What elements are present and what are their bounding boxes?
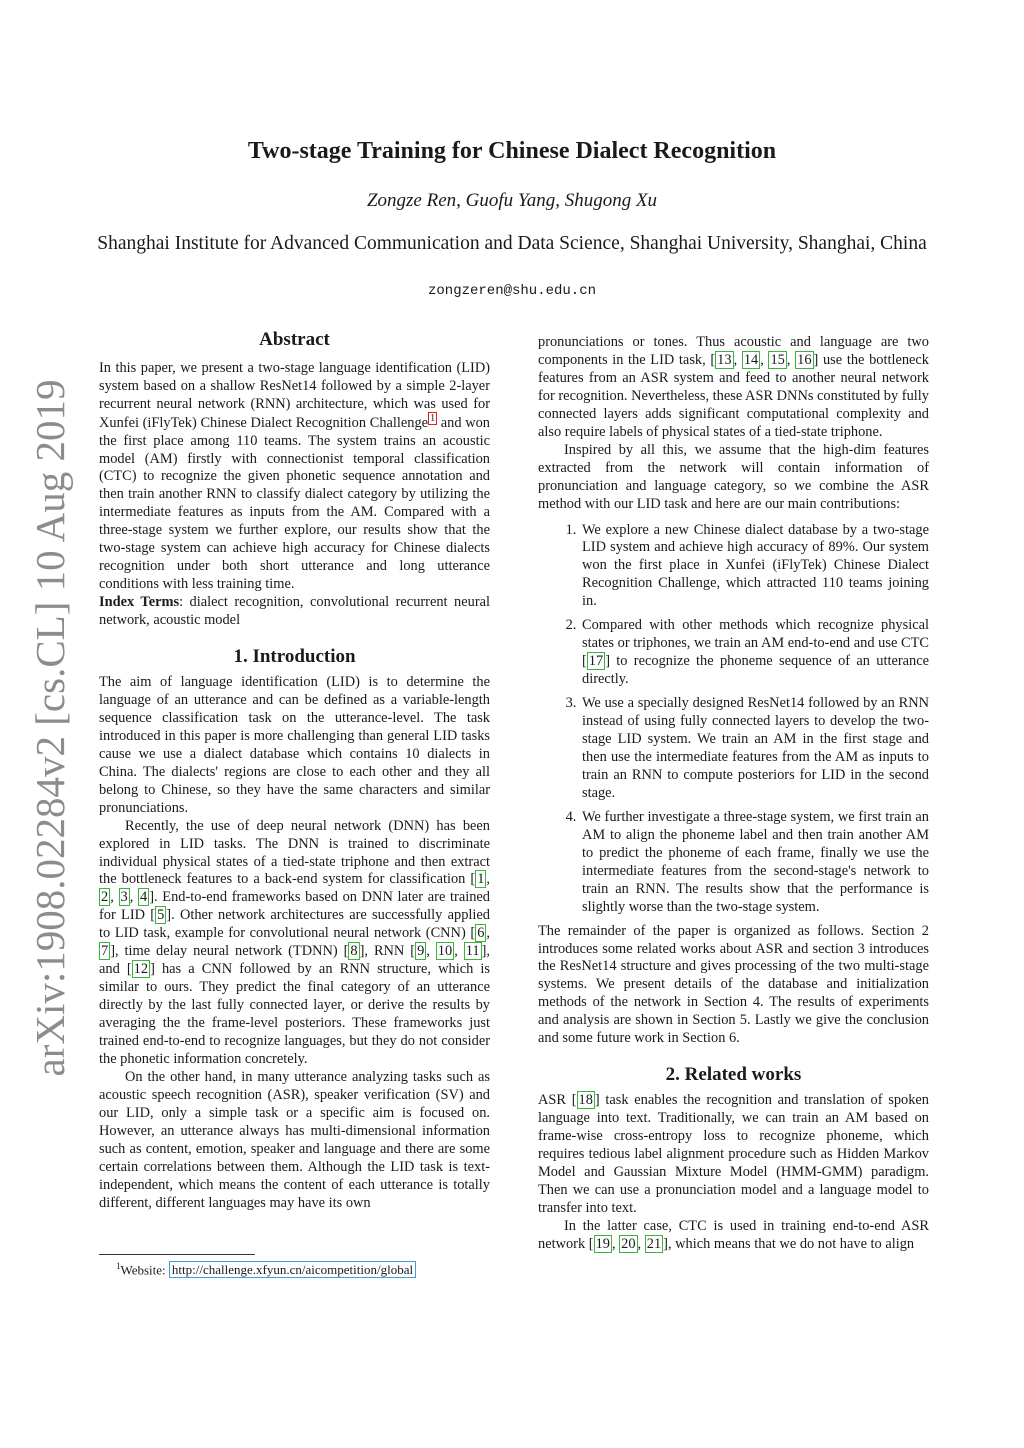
citation-link[interactable]: 17 — [588, 653, 604, 670]
citation-link[interactable]: 19 — [595, 1235, 610, 1252]
intro-paragraph-3: On the other hand, in many utterance analyzing tasks such as acoustic speech recognition (ASR), speaker verification (SV) and our LID, only a simple task or a specific aim is focused on. However, an utterance always has multi-dimensional information such as content, emotion, speaker and language and there are some certain correlations between them. Although the LID task is text-independent, which means the content of each utterance is totally different, different languages may have its own — [99, 1068, 490, 1211]
list-item: 2. Compared with other methods which recognize physical states or triphones, we train an AM end-to-end and use CTC [ 17 ] to recognize the phoneme sequence of an utterance directly. — [580, 617, 929, 689]
citation-link[interactable]: 4 — [140, 889, 148, 906]
abstract-text: In this paper, we present a two-stage language identification (LID) system based on a shallow ResNet14 followed by a simple 2-layer recurrent neural network (RNN) architecture, which was used for Xunfei (iFlyTek) Chinese Dialect Recognition Challenge $^1$ and won the first place among 110 teams. The system trains an acoustic model (AM) firstly with connectionist temporal classification (CTC) to recognize the given phonetic sequence annotation and then train another RNN to classify dialect category by utilizing the intermediate features as inputs from the AM. Compared with a three-stage system we further explore, our results show that the two-stage system can achieve high accuracy for Chinese dialects recognition under both short utterance and long utterance conditions with less training time. — [99, 359, 490, 593]
intro-paragraph-1: The aim of language identification (LID) is to determine the language of an utterance and can be defined as a variable-length sequence classification task on the utterance-level. The task introduced in this paper is more challenging than general LID tasks cause we use a dialect database which contains 10 dialects in China. The dialects' regions are close to each other and they all belong to Chinese, so they have the same characters and similar pronunciations. — [99, 674, 490, 816]
citation-link[interactable]: 10 — [437, 943, 453, 960]
citation-link[interactable]: 2 — [101, 889, 109, 906]
citation-link[interactable]: 14 — [743, 351, 759, 368]
citation-link[interactable]: 13 — [717, 351, 732, 368]
citation-link[interactable]: 8 — [350, 943, 358, 960]
citation-link[interactable]: 21 — [646, 1235, 662, 1252]
left-column — [99, 331, 490, 1213]
related-paragraph-1: ASR [ 18 ] task enables the recognition and translation of spoken language into text. Traditionally, we can train an AM based on frame-wise cross-entropy loss to recognize phoneme, which requires tedious label alignment procedure such as Hidden Markov Model and Gaussian Mixture Model (HMM-GMM) paradigm. Then we can use a pronunciation model and a language model to transfer into text. — [538, 1092, 930, 1216]
citation-link[interactable]: 18 — [578, 1092, 593, 1109]
right-column — [538, 334, 929, 1254]
contributions-list — [538, 522, 929, 917]
affiliation: Shanghai Institute for Advanced Communication and Data Science, Shanghai University, Shanghai, China — [97, 233, 927, 254]
footnote-ref-1[interactable]: 1 — [430, 412, 436, 424]
citation-link[interactable]: 6 — [477, 925, 485, 942]
paper-title: Two-stage Training for Chinese Dialect Recognition — [247, 138, 777, 164]
list-item: 3. We use a specially designed ResNet14 followed by an RNN instead of using fully connected layers to develop the two-stage LID system. We train an AM in the first stage and then use the intermediate features from the AM as inputs to train an RNN to compute posteriors for LID in the second stage. — [580, 695, 929, 803]
citation-link[interactable]: 1 — [477, 871, 485, 888]
author-list: Zongze Ren, Guofu Yang, Shugong Xu — [366, 190, 658, 211]
abstract-heading: Abstract — [259, 329, 330, 350]
citation-link[interactable]: 20 — [621, 1235, 636, 1252]
footnote-url-link[interactable]: http://challenge.xfyun.cn/aicompetition/global — [169, 1261, 416, 1278]
list-item: 4. We further investigate a three-stage system, we first train an AM to align the phoneme label and then train another AM to predict the phoneme of each frame, finally we use the intermediate features from the second-stage's network to train an RNN. The results show that the performance is slightly worse than the two-stage system. — [580, 809, 929, 917]
right-paragraph-2: Inspired by all this, we assume that the high-dim features extracted from the network will contain information of pronunciation and language category, so we combine the ASR method with our LID task and here are our main contributions: — [538, 441, 929, 512]
citation-link[interactable]: 16 — [797, 351, 812, 368]
citation-link[interactable]: 15 — [770, 351, 785, 368]
footnote-divider — [99, 1254, 255, 1255]
citation-link[interactable]: 9 — [417, 943, 425, 960]
right-paragraph-3: The remainder of the paper is organized as follows. Section 2 introduces some related works about ASR and section 3 introduces the ResNet14 structure and gives processing of the two multi-stage systems. We present details of the database and initialization methods of the network in Section 4. The results of experiments and analysis are shown in Section 5. Lastly we give the conclusion and some future work in Section 6. — [538, 922, 929, 1047]
introduction-heading: 1. Introduction — [233, 646, 356, 668]
index-terms: Index Terms: dialect recognition, convolutional recurrent neural network, acoustic model — [99, 594, 490, 629]
related-paragraph-2: In the latter case, CTC is used in training end-to-end ASR network [ 19 , 20 , 21 ], which means that we do not have to align — [538, 1217, 929, 1252]
author-email[interactable]: zongzeren@shu.edu.cn — [427, 283, 597, 299]
list-item: 1. We explore a new Chinese dialect database by a two-stage LID system and achieve high accuracy of 89%. Our system won the first place in Xunfei (iFlyTek) Chinese Dialect Recognition Challenge, which attracted 110 teams joining in. — [580, 522, 929, 612]
citation-link[interactable]: 12 — [133, 961, 149, 978]
citation-link[interactable]: 11 — [465, 943, 480, 960]
intro-paragraph-2: Recently, the use of deep neural network (DNN) has been explored in LID tasks. The DNN is trained to discriminate individual physical states of a tied-state triphone and then extract the bottleneck features to a back-end system for classification [ 1 , 2 , 3 , 4 ]. End-to-end frameworks based on DNN later are trained for LID [ 5 ]. Other network architectures are successfully applied to LID task, example for convolutional neural network (CNN) [ 6 , 7 ], time delay neural network (TDNN) [ 8 ], RNN [ 9 , 10 , 11 ], and [ 12 ] has a CNN followed by an RNN structure, which is similar to ours. They predict the final category of an utterance directly by the last fully connected layer, or derive the results by averaging the the frame-level posteriors. These frameworks just trained end-to-end to recognize languages, but they do not consider the phonetic information concretely. — [99, 817, 490, 1068]
footnote: $^1$Website: http://challenge.xfyun.cn/aicompetition/global — [116, 1261, 416, 1278]
related-works-heading: 2. Related works — [665, 1064, 802, 1086]
citation-link[interactable]: 3 — [120, 889, 128, 906]
arxiv-identifier: arXiv:1908.02284v2 [cs.CL] 10 Aug 2019 — [27, 379, 73, 1077]
citation-link[interactable]: 7 — [101, 943, 109, 960]
right-paragraph-1: pronunciations or tones. Thus acoustic and language are two components in the LID task, [ 13 , 14 , 15 , 16 ] use the bottleneck features from an ASR system and feed to another neural network for recognition. Nevertheless, these ASR DNNs constituted by fully connected layers adds significant computational complexity and also require labels of physical states of a tied-state triphone. — [538, 334, 930, 440]
citation-link[interactable]: 5 — [157, 907, 165, 924]
